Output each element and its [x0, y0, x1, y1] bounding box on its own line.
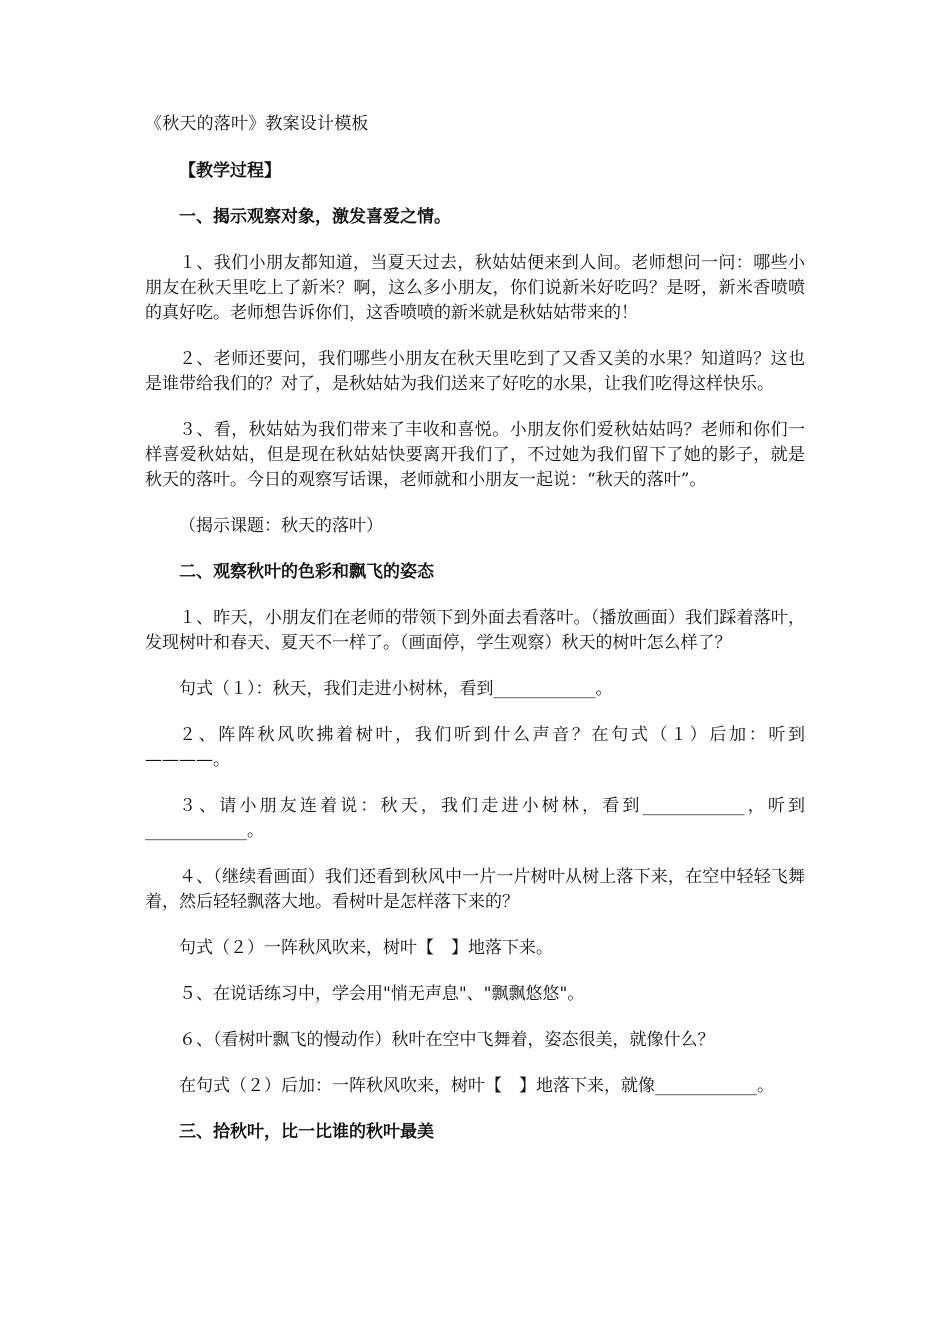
- section-1-paragraph-1: １、我们小朋友都知道，当夏天过去，秋姑姑便来到人间。老师想问一问：哪些小朋友在秋天里吃上了新米？啊，这么多小朋友，你们说新米好吃吗？是呀，新米香喷喷的真好吃。老师想告诉你们，这香喷喷的新米就是秋姑姑带来的！: [145, 253, 805, 323]
- section-1-paragraph-2: ２、老师还要问，我们哪些小朋友在秋天里吃到了又香又美的水果？知道吗？这也是谁带给我们的？对了，是秋姑姑为我们送来了好吃的水果，让我们吃得这样快乐。: [145, 349, 805, 394]
- document-body: [145, 112, 805, 1166]
- section-3-heading: 三、拾秋叶，比一比谁的秋叶最美: [179, 1122, 434, 1142]
- section-2-paragraph-2: ２、阵阵秋风吹拂着树叶，我们听到什么声音？在句式（１）后加：听到————。: [145, 725, 805, 770]
- section-2-paragraph-5: ５、在说话练习中，学会用"悄无声息"、"飘飘悠悠"。: [179, 984, 585, 1004]
- section-2-heading: 二、观察秋叶的色彩和飘飞的姿态: [179, 562, 434, 582]
- section-2-paragraph-4: ４、（继续看画面）我们还看到秋风中一片一片树叶从树上落下来，在空中轻轻飞舞着，然后轻轻飘落大地。看树叶是怎样落下来的？: [145, 867, 805, 912]
- section-2-paragraph-7: 在句式（２）后加：一阵秋风吹来，树叶【 】地落下来，就像____________。: [179, 1076, 774, 1096]
- section-1-heading: 一、揭示观察对象，激发喜爱之情。: [179, 207, 451, 227]
- section-2-paragraph-6: ６、（看树叶飘飞的慢动作）秋叶在空中飞舞着，姿态很美，就像什么？: [179, 1030, 715, 1050]
- sentence-pattern-2: 句式（２）一阵秋风吹来，树叶【 】地落下来。: [179, 938, 553, 958]
- section-2-paragraph-1: １、昨天，小朋友们在老师的带领下到外面去看落叶。（播放画面）我们踩着落叶，发现树叶和春天、夏天不一样了。（画面停，学生观察）秋天的树叶怎么样了？: [145, 608, 805, 653]
- section-1-note: （揭示课题：秋天的落叶）: [179, 516, 383, 536]
- section-1-paragraph-3: ３、看，秋姑姑为我们带来了丰收和喜悦。小朋友你们爱秋姑姑吗？老师和你们一样喜爱秋姑姑，但是现在秋姑姑快要离开我们了，不过她为我们留下了她的影子，就是秋天的落叶。今日的观察写话课，老师就和小朋友一起说：“秋天的落叶”。: [145, 420, 805, 490]
- document-title: 《秋天的落叶》教案设计模板: [145, 114, 369, 134]
- sentence-pattern-1: 句式（１）：秋天，我们走进小树林，看到____________。: [179, 679, 613, 699]
- process-heading: 【教学过程】: [179, 161, 281, 181]
- section-2-paragraph-3: ３、请小朋友连着说：秋天，我们走进小树林，看到____________，听到____________。: [145, 796, 805, 841]
